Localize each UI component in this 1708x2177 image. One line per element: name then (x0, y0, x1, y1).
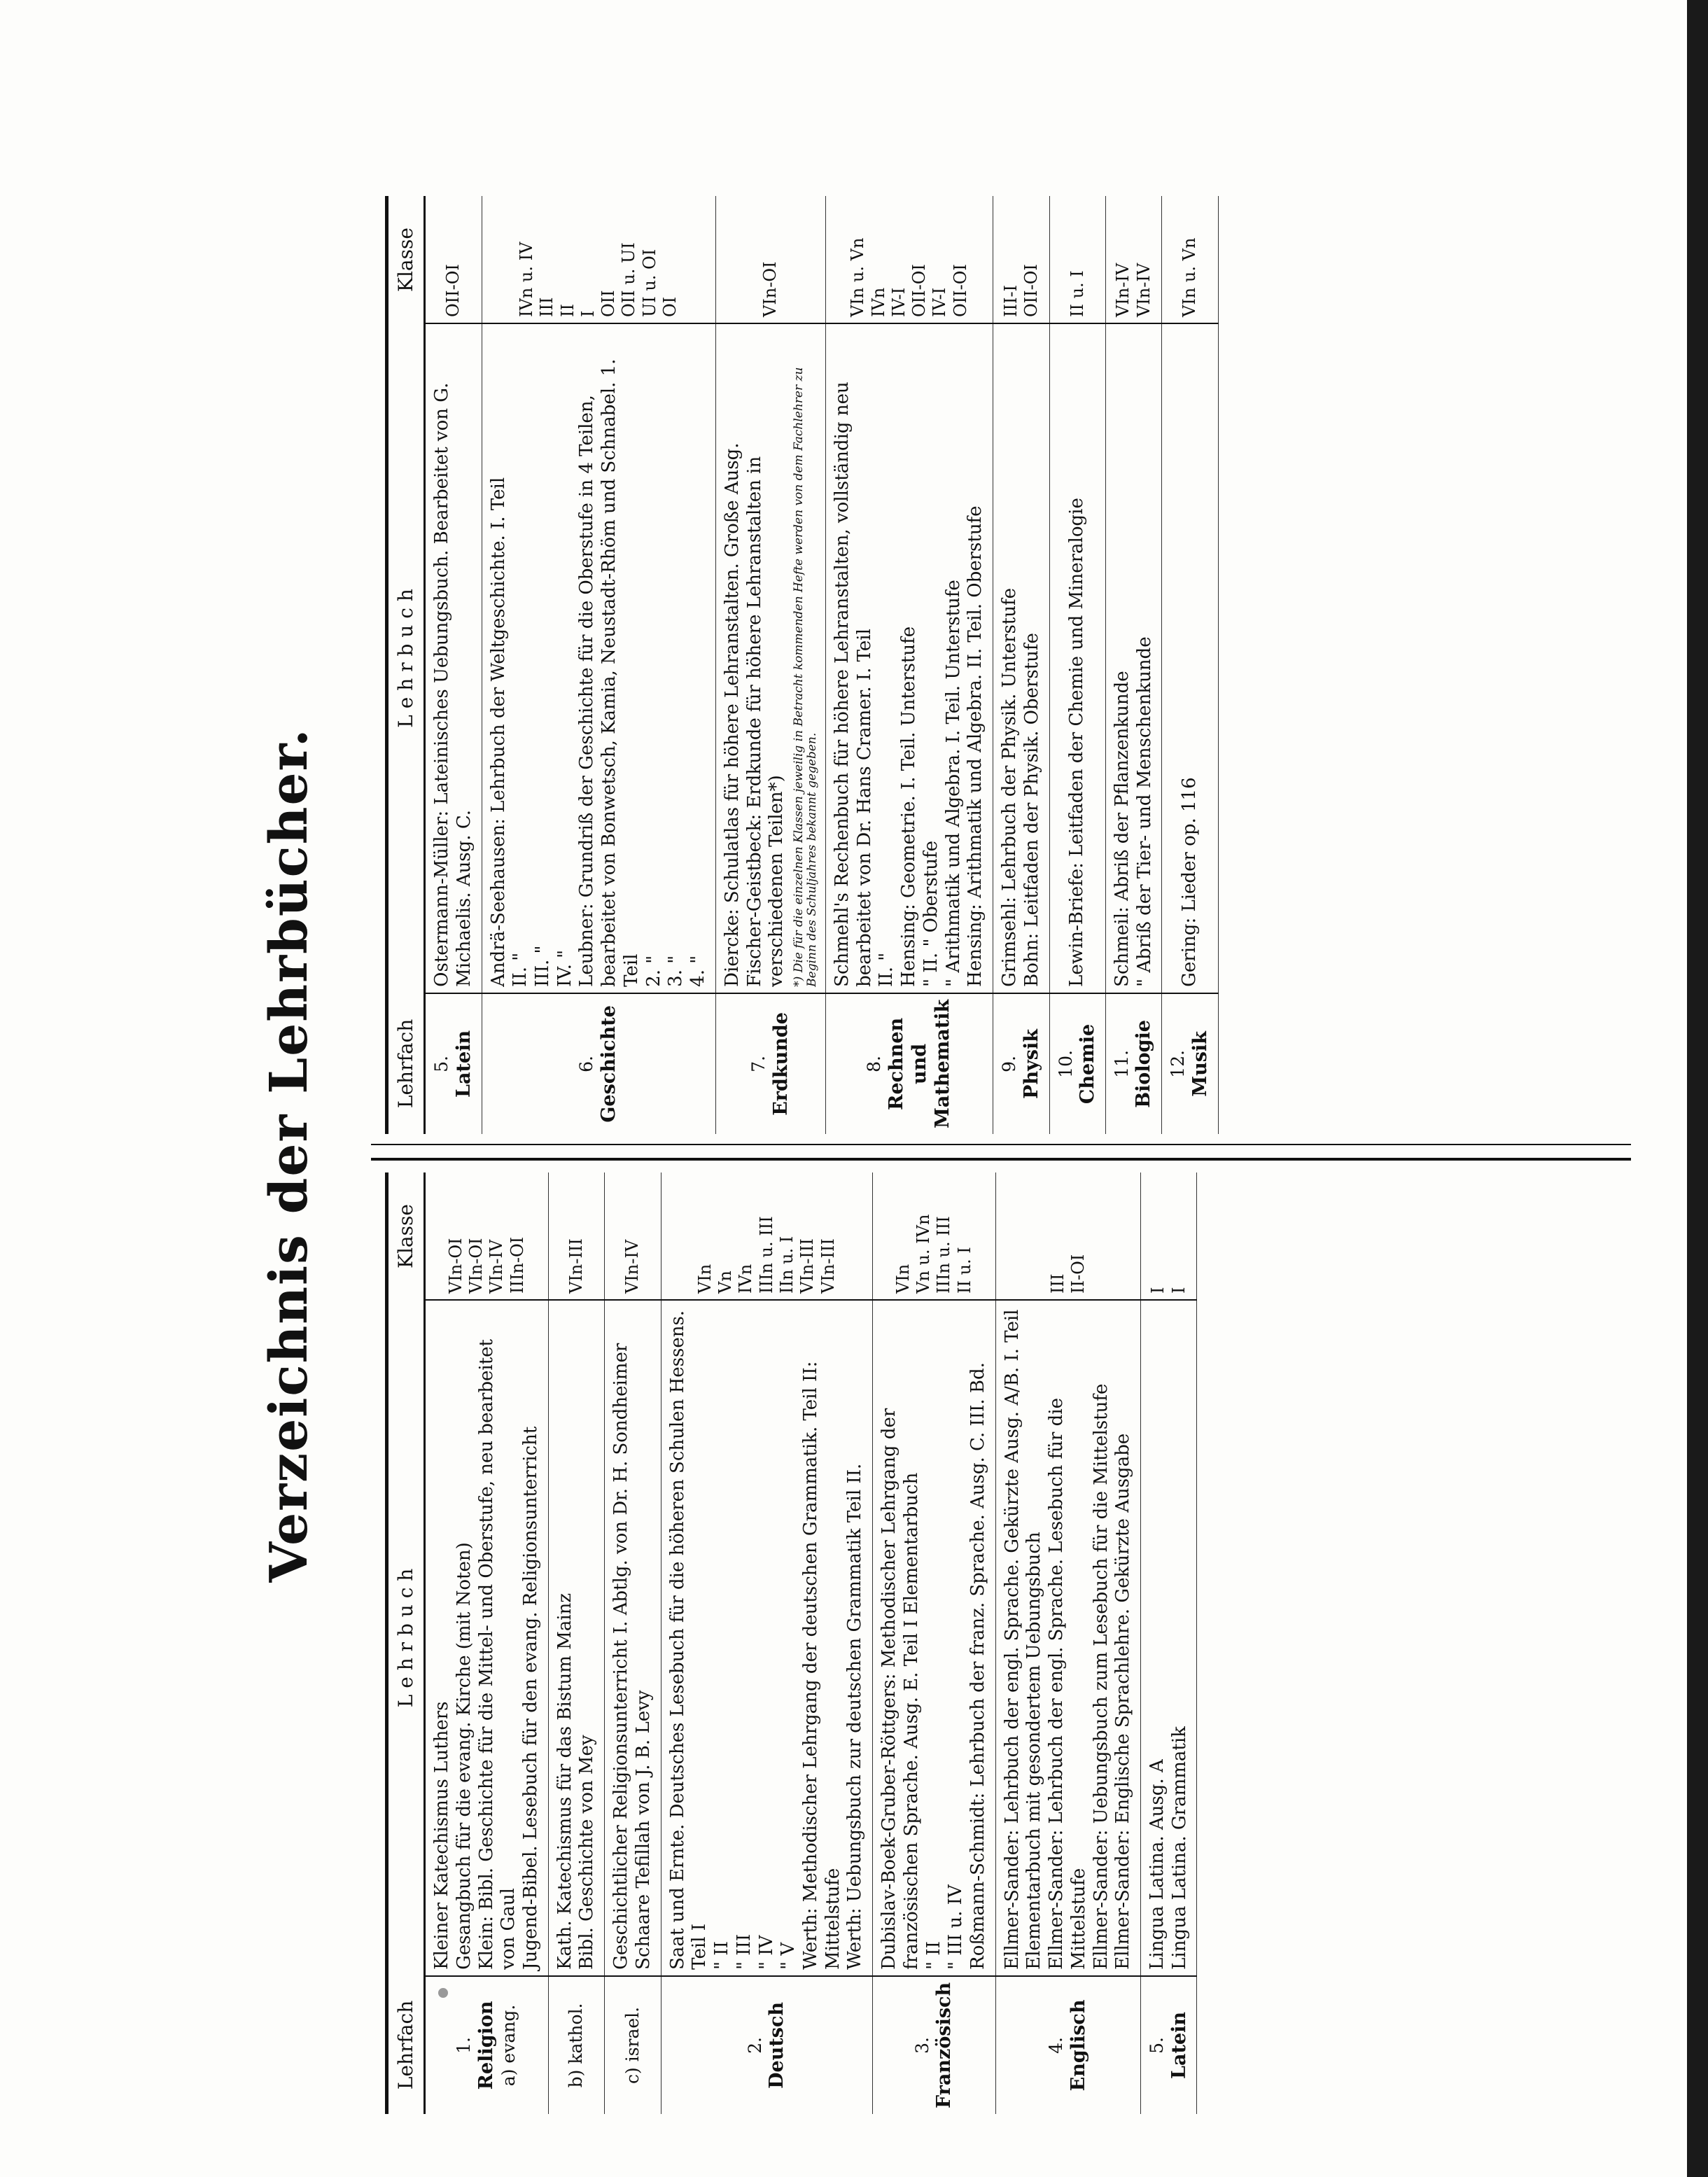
class-entry: OII-OI (909, 264, 930, 317)
book-entry: Andrä-Seehausen: Lehrbuch der Weltgeschichte. I. Teil (487, 477, 509, 987)
subject-number: 10. (1055, 1050, 1076, 1078)
class-cell (1105, 196, 1161, 323)
book-entry: Lingua Latina. Grammatik (1168, 1726, 1190, 1970)
book-cell (993, 323, 1049, 993)
subject-cell (1049, 993, 1105, 1134)
book-cell (425, 1300, 549, 1976)
subject-cell (995, 1976, 1140, 2114)
subject-name: Rechnen und Mathematik (885, 999, 953, 1128)
header-subject: Lehrfach (387, 993, 425, 1134)
book-cell (482, 323, 715, 993)
class-entry: II (557, 304, 578, 317)
book-entry: Schmehl's Rechenbuch für höhere Lehranstalten, vollständig neu bearbeitet von Dr. Hans Cramer. I. Teil (832, 382, 875, 987)
subject-sub: b) kathol. (566, 2003, 587, 2088)
book-cell (826, 323, 993, 993)
header-class: Klasse (387, 1172, 425, 1300)
table-row (715, 196, 825, 1134)
subject-number: 12. (1168, 1050, 1189, 1078)
class-cell (826, 196, 993, 323)
class-cell (1162, 196, 1218, 323)
class-entry: IIIn u. III (934, 1216, 954, 1294)
book-entry: Werth: Methodischer Lehrgang der deutschen Grammatik. Teil II: Mittelstufe (799, 1361, 844, 1970)
subject-name: Physik (1020, 1029, 1042, 1099)
subject-sub: a) evang. (498, 2004, 519, 2087)
book-entry: Kath. Katechismus für das Bistum Mainz (554, 1592, 575, 1970)
class-cell (1049, 196, 1105, 323)
header-book: L e h r b u c h (387, 1300, 425, 1976)
book-cell (425, 323, 482, 993)
subject-cell (482, 993, 715, 1134)
subject-number: 11. (1111, 1050, 1132, 1078)
book-entry: Kleiner Katechismus Luthers (431, 1701, 453, 1970)
subject-cell (425, 993, 482, 1134)
book-entry: Jugend-Bibel. Lesebuch für den evang. Religionsunterricht (520, 1426, 542, 1970)
column-divider (371, 1144, 1631, 1161)
class-entry: OII-OI (443, 264, 463, 317)
class-entry: II u. I (1067, 270, 1087, 317)
class-entry: OII u. UI (619, 242, 639, 317)
class-cell (482, 196, 715, 323)
book-entry: IV. " (554, 949, 575, 987)
subject-sub: c) israel. (622, 2006, 643, 2084)
subject-cell (1141, 1976, 1197, 2114)
book-entry: " II (923, 1941, 944, 1970)
book-cell (1162, 323, 1218, 993)
book-entry: Lewin-Briefe: Leitfaden der Chemie und Mineralogie (1066, 498, 1088, 987)
subject-name: Englisch (1067, 1999, 1089, 2092)
book-entry: Grimsehl: Lehrbuch der Physik. Unterstufe (999, 588, 1021, 987)
table-row (826, 196, 993, 1134)
class-entry: VIn-OI (760, 261, 780, 317)
book-entry: Schmeil: Abriß der Pflanzenkunde (1111, 671, 1133, 987)
book-entry: 4. " (687, 955, 709, 987)
class-cell (605, 1172, 661, 1300)
class-cell (425, 1172, 549, 1300)
book-cell (715, 323, 825, 993)
book-entry: Werth: Uebungsbuch zur deutschen Grammatik Teil II. (844, 1463, 866, 1970)
subject-number: 2. (744, 2037, 765, 2054)
left-table-body (425, 1172, 1197, 2114)
book-entry: " V (778, 1942, 799, 1970)
class-entry: VIn-IV (1113, 262, 1133, 317)
scan-edge (1687, 0, 1708, 2177)
class-entry: VIn u. Vn (848, 237, 868, 317)
class-entry: VIn-IV (486, 1239, 507, 1294)
book-entry: " Abriß der Tier- und Menschenkunde (1133, 636, 1155, 987)
subject-number: 4. (1046, 2037, 1067, 2054)
header-subject: Lehrfach (387, 1976, 425, 2114)
class-entry: I (1168, 1287, 1189, 1294)
subject-number: 6. (576, 1056, 597, 1072)
book-entry: Saat und Ernte. Deutsches Lesebuch für die höheren Schulen Hessens. Teil I (666, 1310, 710, 1970)
subject-name: Chemie (1077, 1023, 1098, 1105)
class-entry: III (537, 297, 557, 317)
class-entry: III (1047, 1273, 1068, 1294)
class-cell (873, 1172, 996, 1300)
left-table-container (385, 1172, 1617, 2114)
book-entry: " IV (755, 1935, 777, 1970)
footnote: *) Die für die einzelnen Klassen jeweilig in Betracht kommenden Hefte werden von dem Fachlehrer zu Beginn des Schuljahres bekannt gegeben. (791, 367, 820, 987)
subject-cell (826, 993, 993, 1134)
book-entry: Hensing: Arithmatik und Algebra. II. Teil. Oberstufe (965, 505, 986, 987)
subject-name: Biologie (1133, 1020, 1155, 1108)
subject-number: 7. (748, 1056, 769, 1072)
book-cell (995, 1300, 1140, 1976)
subject-cell (1105, 993, 1161, 1134)
book-entry: Hensing: Geometrie. I. Teil. Unterstufe (898, 626, 920, 987)
class-entry: VIn-OI (445, 1238, 465, 1294)
subject-number: 9. (999, 1056, 1020, 1072)
subject-name: Musik (1189, 1031, 1211, 1097)
class-entry: IVn (868, 287, 888, 317)
class-entry: VIn (694, 1264, 715, 1294)
book-entry: " III u. IV (945, 1884, 967, 1970)
book-entry: Ostermann-Müller: Lateinisches Uebungsbuch. Bearbeitet von G. Michaelis. Ausg. C. (431, 382, 475, 987)
subject-cell (548, 1976, 604, 2114)
subject-name: Deutsch (766, 2001, 788, 2089)
right-table-body (425, 196, 1219, 1134)
book-entry: Ellmer-Sander: Lehrbuch der engl. Sprache. Gekürzte Ausg. A/B. I. Teil Elementarbuch mit gesondertem Uebungsbuch (1001, 1309, 1045, 1970)
table-row (995, 1172, 1140, 2114)
table-row (873, 1172, 996, 2114)
table-row (482, 196, 715, 1134)
book-entry: Schaare Tefillah von J. B. Levy (632, 1690, 654, 1970)
class-cell (993, 196, 1049, 323)
book-entry: " II. " Oberstufe (920, 841, 941, 987)
book-entry: II. " (876, 952, 897, 987)
class-entry: II u. I (954, 1247, 974, 1294)
right-table-container (385, 196, 1617, 1134)
class-entry: Vn (715, 1270, 736, 1294)
book-entry: " III (733, 1933, 755, 1970)
class-entry: Vn u. IVn (913, 1214, 934, 1294)
book-entry: Dubislav-Boek-Gruber-Röttgers: Methodischer Lehrgang der französischen Sprache. Ausg. E. Teil I Elementarbuch (878, 1408, 922, 1970)
subject-cell (425, 1976, 549, 2114)
book-entry: Roßmann-Schmidt: Lehrbuch der franz. Sprache. Ausg. C. III. Bd. (967, 1362, 988, 1970)
book-entry: Ellmer-Sander: Uebungsbuch zum Lesebuch für die Mittelstufe (1090, 1383, 1112, 1970)
subject-cell (1162, 993, 1218, 1134)
class-entry: VIn (892, 1264, 913, 1294)
class-entry: IIIn u. III (756, 1216, 776, 1294)
class-entry: OII-OI (950, 264, 970, 317)
header-book: L e h r b u c h (387, 323, 425, 993)
class-entry: OI (659, 296, 680, 317)
book-entry: Fischer-Geistbeck: Erdkunde für höhere Lehranstalten in verschiedenen Teilen*) (743, 456, 788, 987)
subject-name: Geschichte (597, 1005, 620, 1123)
subject-name: Latein (452, 1030, 475, 1098)
left-table (385, 1172, 1197, 2114)
subject-cell (993, 993, 1049, 1134)
book-entry: 2. " (643, 955, 664, 987)
subject-number: 3. (911, 2037, 932, 2054)
class-entry: IVn u. IV (517, 241, 537, 317)
class-entry: VIn-III (797, 1238, 818, 1294)
book-cell (661, 1300, 872, 1976)
subject-cell (715, 993, 825, 1134)
table-row (605, 1172, 661, 2114)
class-entry: VIn-III (566, 1238, 586, 1294)
subject-name: Latein (1168, 2011, 1190, 2079)
book-entry: Klein: Bibl. Geschichte für die Mittel- und Oberstufe, neu bearbeitet von Gaul (475, 1338, 519, 1970)
class-entry: IVn (736, 1264, 756, 1294)
class-entry: IIn u. I (776, 1236, 797, 1294)
book-entry: Bohn: Leitfaden der Physik. Oberstufe (1021, 633, 1042, 987)
table-row (1162, 196, 1218, 1134)
book-entry: Leubner: Grundriß der Geschichte für die Oberstufe in 4 Teilen, bearbeitet von Bonwetsch, Kamia, Neustadt-Rhöm und Schnabel. 1. Teil (576, 358, 642, 987)
table-row (425, 196, 482, 1134)
subject-cell (873, 1976, 996, 2114)
book-entry: Ellmer-Sander: Lehrbuch der engl. Sprache. Lesebuch für die Mittelstufe (1046, 1397, 1089, 1970)
class-entry: OII-OI (1021, 264, 1041, 317)
class-entry: OII (598, 290, 619, 317)
subject-cell (661, 1976, 872, 2114)
book-entry: " II (711, 1941, 733, 1970)
class-entry: I (1148, 1287, 1168, 1294)
book-entry: Gering: Lieder op. 116 (1179, 777, 1200, 987)
class-entry: VIn-IV (1133, 262, 1154, 317)
class-entry: VIn-IV (622, 1239, 643, 1294)
class-entry: II-OI (1068, 1254, 1088, 1294)
subject-name: Erdkunde (769, 1012, 792, 1116)
table-row (548, 1172, 604, 2114)
book-entry: Bibl. Geschichte von Mey (576, 1735, 598, 1970)
class-entry: IV-I (930, 287, 950, 317)
subject-number: 1. (454, 2037, 475, 2054)
book-entry: Geschichtlicher Religionsunterricht I. Abtlg. von Dr. H. Sondheimer (610, 1343, 632, 1970)
class-cell (661, 1172, 872, 1300)
class-entry: I (578, 310, 598, 317)
class-entry: IIIn-OI (507, 1236, 527, 1294)
book-cell (548, 1300, 604, 1976)
page-title: Verzeichnis der Lehrbücher. (259, 727, 319, 1583)
subject-number: 5. (431, 1056, 452, 1072)
header-class: Klasse (387, 196, 425, 323)
table-row (661, 1172, 872, 2114)
book-entry: " Arithmatik und Algebra. I. Teil. Unterstufe (942, 580, 964, 987)
subject-cell (605, 1976, 661, 2114)
subject-number: 8. (864, 1056, 885, 1072)
subject-number: 5. (1147, 2037, 1167, 2054)
class-entry: VIn-OI (466, 1238, 486, 1294)
class-entry: IV-I (888, 287, 909, 317)
right-table (385, 196, 1219, 1134)
book-cell (1141, 1300, 1197, 1976)
subject-name: Religion (475, 2001, 497, 2090)
subject-name: Französisch (933, 1982, 955, 2108)
table-row (993, 196, 1049, 1134)
class-cell (1141, 1172, 1197, 1300)
book-cell (1049, 323, 1105, 993)
table-row (425, 1172, 549, 2114)
table-row (1049, 196, 1105, 1134)
class-cell (425, 196, 482, 323)
class-cell (995, 1172, 1140, 1300)
book-entry: II. " (510, 952, 531, 987)
book-entry: 3. " (665, 955, 687, 987)
class-entry: VIn u. Vn (1180, 237, 1200, 317)
table-row (1141, 1172, 1197, 2114)
book-entry: III. " (532, 945, 554, 987)
rotated-content (259, 196, 1631, 2114)
book-cell (605, 1300, 661, 1976)
class-entry: UI u. OI (639, 248, 659, 317)
class-entry: III-I (1000, 284, 1021, 317)
book-entry: Diercke: Schulatlas für höhere Lehranstalten. Große Ausg. (721, 442, 743, 987)
book-entry: Ellmer-Sander: Englische Sprachlehre. Gekürzte Ausgabe (1112, 1433, 1134, 1970)
book-cell (1105, 323, 1161, 993)
book-entry: Gesangbuch für die evang. Kirche (mit Noten) (453, 1542, 475, 1970)
book-entry: Lingua Latina. Ausg. A (1147, 1759, 1168, 1970)
book-cell (873, 1300, 996, 1976)
table-row (1105, 196, 1161, 1134)
class-cell (715, 196, 825, 323)
class-cell (548, 1172, 604, 1300)
class-entry: VIn-III (818, 1238, 838, 1294)
